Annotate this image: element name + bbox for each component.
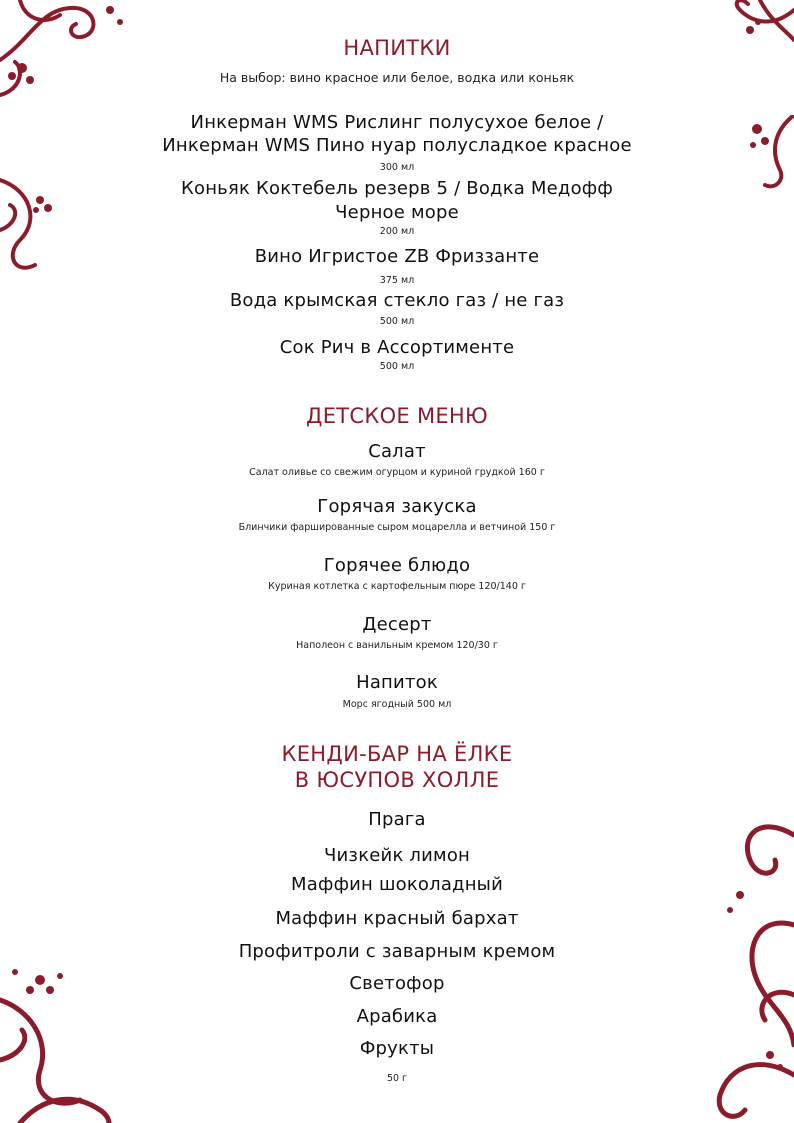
candy-item-7: Арабика bbox=[356, 1006, 438, 1027]
candy-item-8: Фрукты bbox=[359, 1038, 435, 1059]
drink-item-5: Сок Рич в Ассортименте bbox=[279, 337, 515, 358]
drink-item-3-volume: 375 мл bbox=[379, 275, 415, 286]
candy-item-3: Маффин шоколадный bbox=[291, 874, 503, 895]
kids-item-4-desc: Наполеон с ванильным кремом 120/30 г bbox=[296, 640, 498, 651]
drink-item-1-line2: Инкерман WMS Пино нуар полусладкое красное bbox=[162, 135, 632, 156]
kids-item-4: Десерт bbox=[362, 614, 432, 635]
drink-item-3: Вино Игристое ZB Фриззанте bbox=[254, 246, 540, 267]
drink-item-4: Вода крымская стекло газ / не газ bbox=[229, 290, 565, 311]
candy-item-1: Прага bbox=[368, 809, 426, 830]
candy-bar-heading-line2: В ЮСУПОВ ХОЛЛЕ bbox=[294, 768, 500, 792]
drink-item-4-volume: 500 мл bbox=[379, 316, 415, 327]
kids-menu-heading: ДЕТСКОЕ МЕНЮ bbox=[306, 404, 488, 428]
candy-bar-heading-line1: КЕНДИ-БАР НА ЁЛКЕ bbox=[281, 742, 513, 766]
top-left-swirl-ornament bbox=[0, 0, 130, 120]
kids-item-3: Горячее блюдо bbox=[323, 555, 471, 576]
drink-item-1-line1: Инкерман WMS Рислинг полусухое белое / bbox=[190, 112, 604, 133]
drinks-heading: НАПИТКИ bbox=[343, 36, 451, 60]
kids-item-2: Горячая закуска bbox=[317, 496, 477, 517]
kids-item-5: Напиток bbox=[356, 672, 438, 693]
candy-item-2: Чизкейк лимон bbox=[323, 845, 470, 866]
drinks-subtitle: На выбор: вино красное или белое, водка или коньяк bbox=[219, 70, 575, 85]
candy-item-5: Профитроли с заварным кремом bbox=[238, 941, 556, 962]
drink-item-2-line2: Черное море bbox=[335, 202, 459, 223]
kids-item-5-desc: Морс ягодный 500 мл bbox=[342, 699, 452, 710]
drink-item-2-volume: 200 мл bbox=[379, 226, 415, 237]
kids-item-1-desc: Салат оливье со свежим огурцом и куриной грудкой 160 г bbox=[249, 467, 545, 478]
drink-item-5-volume: 500 мл bbox=[379, 361, 415, 372]
drink-item-2-line1: Коньяк Коктебель резерв 5 / Водка Медофф bbox=[181, 178, 613, 199]
kids-item-2-desc: Блинчики фаршированные сыром моцарелла и ветчиной 150 г bbox=[238, 522, 556, 533]
kids-item-3-desc: Куриная котлетка с картофельным пюре 120/140 г bbox=[268, 581, 526, 592]
candy-weight: 50 г bbox=[386, 1073, 408, 1084]
drink-item-1-volume: 300 мл bbox=[379, 162, 415, 173]
candy-item-4: Маффин красный бархат bbox=[275, 908, 519, 929]
kids-item-1: Салат bbox=[368, 441, 426, 462]
candy-item-6: Светофор bbox=[349, 973, 445, 994]
